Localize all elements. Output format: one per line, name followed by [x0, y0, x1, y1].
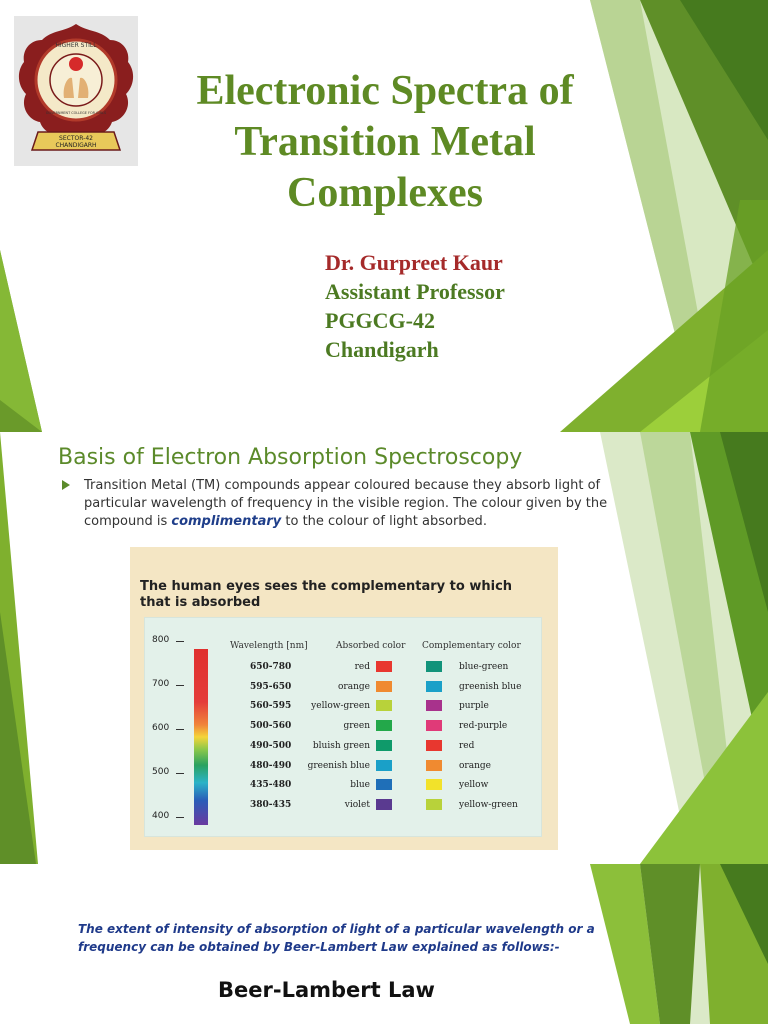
- absorbed-color-cell: green: [343, 721, 370, 732]
- college-logo: [14, 16, 138, 166]
- beer-lambert-slide: [0, 864, 768, 1024]
- college-emblem-icon: [14, 16, 138, 166]
- complementary-swatch: [426, 720, 442, 731]
- complementary-color-cell: purple: [459, 701, 489, 712]
- wavelength-cell: 560-595: [250, 701, 292, 712]
- scale-tick-label: 500: [152, 767, 170, 777]
- absorbed-color-cell: orange: [338, 681, 370, 692]
- bullet-text-start: Transition Metal (TM) compounds appear coloured because they absorb light of particular wavelength of frequency in the visible region. The colour given by the compound is: [84, 478, 608, 529]
- scale-tick-mark: [176, 817, 184, 818]
- absorbed-color-cell: blue: [350, 780, 370, 791]
- scale-tick-label: 700: [152, 679, 170, 689]
- column-header-absorbed: Absorbed color: [336, 641, 406, 651]
- bullet-emphasis: complimentary: [171, 514, 282, 529]
- title-slide: [0, 0, 768, 432]
- complementary-swatch: [426, 661, 442, 672]
- absorbed-color-cell: yellow-green: [311, 701, 370, 712]
- absorbed-swatch: [376, 760, 392, 771]
- color-wavelength-figure: [130, 547, 558, 850]
- scale-tick-label: 800: [152, 635, 170, 645]
- bullet-arrow-icon: [62, 480, 70, 490]
- scale-tick-mark: [176, 729, 184, 730]
- scale-tick-mark: [176, 641, 184, 642]
- scale-tick-mark: [176, 773, 184, 774]
- bullet-text: [84, 477, 614, 531]
- title-line-3: Complexes: [287, 170, 483, 216]
- complementary-color-cell: yellow: [459, 780, 489, 791]
- author-institution: PGGCG-42: [325, 308, 435, 333]
- beer-lambert-intro: The extent of intensity of absorption of light of a particular wavelength or a frequency can be obtained by Beer-Lambert Law explained as follows:-: [78, 922, 595, 954]
- complementary-color-cell: yellow-green: [459, 799, 518, 810]
- wavelength-cell: 435-480: [250, 780, 292, 791]
- absorbed-color-cell: bluish green: [312, 740, 370, 751]
- complementary-swatch: [426, 740, 442, 751]
- figure-title: The human eyes sees the complementary to which that is absorbed: [140, 579, 513, 610]
- absorbed-swatch: [376, 799, 392, 810]
- presentation-title: [150, 66, 620, 219]
- absorbed-color-cell: red: [354, 662, 370, 672]
- author-block: [325, 248, 505, 364]
- complementary-color-cell: red-purple: [459, 721, 508, 732]
- complementary-color-cell: greenish blue: [459, 681, 522, 692]
- complementary-color-cell: blue-green: [459, 662, 509, 672]
- bullet-text-end: to the colour of light absorbed.: [281, 514, 487, 529]
- wavelength-cell: 500-560: [250, 721, 292, 732]
- complementary-swatch: [426, 760, 442, 771]
- scale-tick-label: 400: [152, 811, 170, 821]
- slide-heading: Basis of Electron Absorption Spectroscopy: [58, 445, 523, 470]
- title-line-1: Electronic Spectra of: [196, 68, 574, 114]
- absorbed-swatch: [376, 720, 392, 731]
- logo-sector-text: SECTOR-42: [59, 135, 93, 142]
- absorbed-swatch: [376, 700, 392, 711]
- absorbed-swatch: [376, 661, 392, 672]
- wavelength-cell: 595-650: [250, 681, 292, 692]
- complementary-swatch: [426, 779, 442, 790]
- title-line-2: Transition Metal: [234, 119, 536, 165]
- basis-slide: [0, 432, 768, 864]
- beer-lambert-heading: Beer-Lambert Law: [218, 978, 435, 1002]
- wavelength-cell: 650-780: [250, 662, 292, 672]
- author-designation: Assistant Professor: [325, 279, 505, 304]
- author-name: Dr. Gurpreet Kaur: [325, 250, 503, 275]
- author-city: Chandigarh: [325, 337, 439, 362]
- scale-tick-label: 600: [152, 723, 170, 733]
- complementary-color-cell: red: [459, 740, 475, 751]
- absorbed-swatch: [376, 779, 392, 790]
- column-header-complementary: Complementary color: [422, 641, 521, 651]
- logo-motto-text: HIGHER STILL: [55, 42, 97, 49]
- wavelength-cell: 490-500: [250, 740, 292, 751]
- complementary-swatch: [426, 681, 442, 692]
- visible-spectrum-bar: [194, 649, 208, 825]
- complementary-color-cell: orange: [459, 760, 491, 771]
- absorbed-color-cell: greenish blue: [307, 760, 370, 771]
- column-header-wavelength: Wavelength [nm]: [230, 641, 308, 651]
- complementary-swatch: [426, 700, 442, 711]
- complementary-swatch: [426, 799, 442, 810]
- absorbed-color-cell: violet: [344, 799, 370, 810]
- wavelength-cell: 480-490: [250, 760, 292, 771]
- scale-tick-mark: [176, 685, 184, 686]
- absorbed-swatch: [376, 681, 392, 692]
- absorbed-swatch: [376, 740, 392, 751]
- wavelength-cell: 380-435: [250, 799, 292, 810]
- logo-ring-text: GOVERNMENT COLLEGE FOR GIRLS: [45, 111, 107, 115]
- logo-city-text: CHANDIGARH: [55, 142, 97, 149]
